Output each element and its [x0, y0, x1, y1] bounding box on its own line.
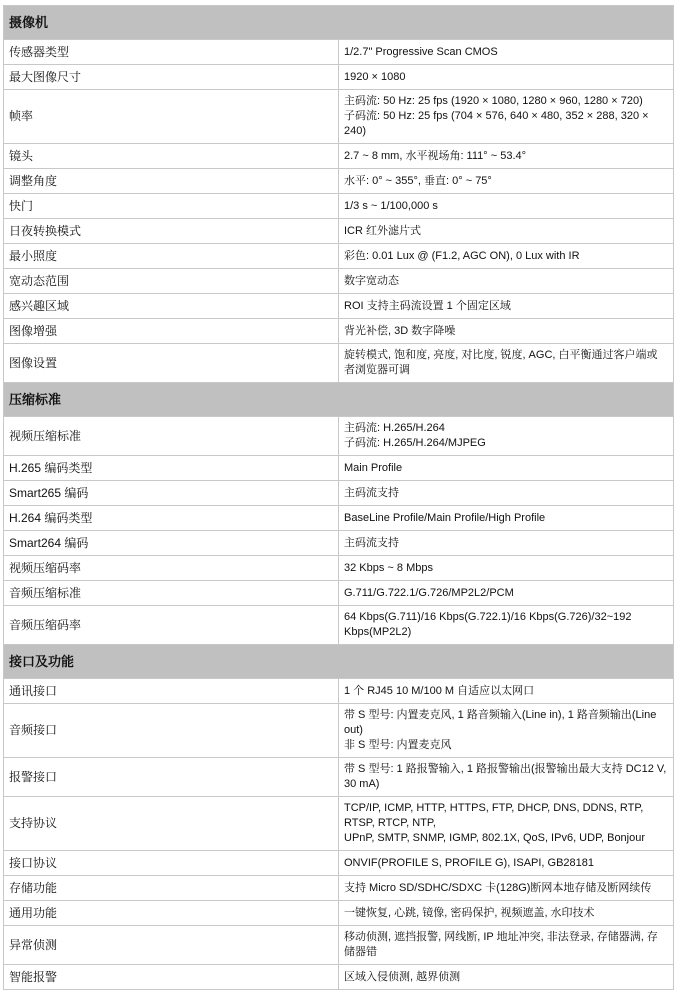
spec-value [339, 417, 674, 456]
section-title: 压缩标准 [4, 383, 674, 417]
spec-row [4, 219, 674, 244]
spec-label: 异常侦测 [4, 926, 339, 965]
spec-label: H.264 编码类型 [4, 506, 339, 531]
spec-table [3, 5, 674, 990]
spec-value [339, 901, 674, 926]
spec-label: 存储功能 [4, 876, 339, 901]
spec-value-line: 2.7 ~ 8 mm, 水平视场角: 111° ~ 53.4° [344, 149, 527, 162]
spec-value-line: 1 个 RJ45 10 M/100 M 自适应以太网口 [344, 684, 535, 697]
spec-row [4, 506, 674, 531]
spec-row [4, 851, 674, 876]
spec-value-line: 1/2.7" Progressive Scan CMOS [344, 45, 498, 58]
spec-label: 报警接口 [4, 758, 339, 797]
spec-value [339, 344, 674, 383]
spec-value [339, 40, 674, 65]
spec-value [339, 679, 674, 704]
spec-label: 最小照度 [4, 244, 339, 269]
spec-value [339, 758, 674, 797]
spec-value-line: 数字宽动态 [344, 274, 399, 287]
spec-row [4, 797, 674, 851]
spec-label: 接口协议 [4, 851, 339, 876]
spec-label: 音频接口 [4, 704, 339, 758]
spec-value [339, 556, 674, 581]
spec-value-line: 主码流: 50 Hz: 25 fps (1920 × 1080, 1280 × 960, 1280 × 720) [344, 95, 643, 107]
spec-value [339, 144, 674, 169]
spec-value-line: 主码流支持 [344, 486, 399, 499]
spec-value [339, 606, 674, 645]
spec-value-line: 带 S 型号: 内置麦克风, 1 路音频输入(Line in), 1 路音频输出(Line out) [344, 709, 657, 736]
spec-value-line: 1/3 s ~ 1/100,000 s [344, 199, 438, 212]
spec-row [4, 65, 674, 90]
spec-value-line: ICR 红外滤片式 [344, 224, 421, 237]
spec-value-line: Main Profile [344, 461, 403, 474]
spec-value [339, 926, 674, 965]
spec-row [4, 144, 674, 169]
spec-row [4, 556, 674, 581]
spec-label: H.265 编码类型 [4, 456, 339, 481]
spec-label: 帧率 [4, 90, 339, 144]
spec-value-line: 64 Kbps(G.711)/16 Kbps(G.722.1)/16 Kbps(G.726)/32~192 Kbps(MP2L2) [344, 611, 632, 638]
spec-label: 视频压缩标准 [4, 417, 339, 456]
spec-label: 调整角度 [4, 169, 339, 194]
spec-value-line: UPnP, SMTP, SNMP, IGMP, 802.1X, QoS, IPv6, UDP, Bonjour [344, 832, 646, 844]
spec-label: 最大图像尺寸 [4, 65, 339, 90]
spec-value-line: 背光补偿, 3D 数字降噪 [344, 324, 456, 337]
spec-value-line: BaseLine Profile/Main Profile/High Profile [344, 511, 546, 524]
spec-value-line: 非 S 型号: 内置麦克风 [344, 739, 452, 751]
spec-row [4, 40, 674, 65]
spec-label: 传感器类型 [4, 40, 339, 65]
spec-value-line: ONVIF(PROFILE S, PROFILE G), ISAPI, GB28181 [344, 856, 595, 869]
spec-label: 镜头 [4, 144, 339, 169]
spec-row [4, 926, 674, 965]
spec-label: 宽动态范围 [4, 269, 339, 294]
spec-label: 感兴趣区域 [4, 294, 339, 319]
spec-label: 通讯接口 [4, 679, 339, 704]
spec-value [339, 319, 674, 344]
spec-row [4, 581, 674, 606]
spec-row [4, 244, 674, 269]
spec-row [4, 965, 674, 990]
spec-row [4, 90, 674, 144]
spec-label: 日夜转换模式 [4, 219, 339, 244]
spec-label: Smart265 编码 [4, 481, 339, 506]
spec-value-line: 区域入侵侦测, 越界侦测 [344, 970, 461, 983]
spec-value [339, 531, 674, 556]
spec-value [339, 581, 674, 606]
spec-row [4, 606, 674, 645]
spec-row [4, 319, 674, 344]
spec-value-line: 支持 Micro SD/SDHC/SDXC 卡(128G)断网本地存储及断网续传 [344, 881, 652, 894]
spec-value-line: 1920 × 1080 [344, 70, 406, 83]
spec-value-line: 子码流: H.265/H.264/MJPEG [344, 437, 486, 449]
spec-value-line: 旋转模式, 饱和度, 亮度, 对比度, 锐度, AGC, 白平衡通过客户端或者浏览器可调 [344, 349, 658, 376]
spec-value [339, 269, 674, 294]
spec-label: Smart264 编码 [4, 531, 339, 556]
spec-value [339, 194, 674, 219]
spec-value-line: 水平: 0° ~ 355°, 垂直: 0° ~ 75° [344, 174, 492, 187]
section-header [4, 383, 674, 417]
spec-label: 音频压缩码率 [4, 606, 339, 645]
spec-row [4, 758, 674, 797]
spec-table-body [4, 6, 674, 990]
section-title: 摄像机 [4, 6, 674, 40]
spec-value-line: ROI 支持主码流设置 1 个固定区域 [344, 299, 511, 312]
spec-value [339, 294, 674, 319]
spec-row [4, 481, 674, 506]
spec-value-line: 主码流支持 [344, 536, 399, 549]
spec-label: 支持协议 [4, 797, 339, 851]
spec-value [339, 65, 674, 90]
spec-value-line: 主码流: H.265/H.264 [344, 422, 445, 434]
spec-row [4, 531, 674, 556]
spec-row [4, 456, 674, 481]
spec-value [339, 456, 674, 481]
spec-label: 通用功能 [4, 901, 339, 926]
spec-value [339, 797, 674, 851]
spec-row [4, 679, 674, 704]
spec-value [339, 219, 674, 244]
spec-label: 图像设置 [4, 344, 339, 383]
spec-row [4, 344, 674, 383]
spec-value [339, 481, 674, 506]
spec-label: 音频压缩标准 [4, 581, 339, 606]
spec-value-line: 带 S 型号: 1 路报警输入, 1 路报警输出(报警输出最大支持 DC12 V, 30 mA) [344, 763, 667, 790]
spec-row [4, 704, 674, 758]
spec-row [4, 194, 674, 219]
spec-value-line: 彩色: 0.01 Lux @ (F1.2, AGC ON), 0 Lux with IR [344, 249, 580, 262]
spec-label: 视频压缩码率 [4, 556, 339, 581]
spec-value-line: 32 Kbps ~ 8 Mbps [344, 561, 433, 574]
spec-row [4, 901, 674, 926]
spec-value [339, 965, 674, 990]
spec-value [339, 90, 674, 144]
spec-label: 图像增强 [4, 319, 339, 344]
spec-row [4, 169, 674, 194]
spec-value-line: 一键恢复, 心跳, 镜像, 密码保护, 视频遮盖, 水印技术 [344, 906, 595, 919]
spec-value [339, 506, 674, 531]
spec-value [339, 169, 674, 194]
spec-label: 快门 [4, 194, 339, 219]
spec-row [4, 294, 674, 319]
spec-row [4, 269, 674, 294]
spec-row [4, 417, 674, 456]
spec-value-line: G.711/G.722.1/G.726/MP2L2/PCM [344, 586, 514, 599]
spec-value [339, 704, 674, 758]
spec-value [339, 244, 674, 269]
spec-label: 智能报警 [4, 965, 339, 990]
spec-value-line: 子码流: 50 Hz: 25 fps (704 × 576, 640 × 480, 352 × 288, 320 × 240) [344, 110, 649, 137]
section-title: 接口及功能 [4, 645, 674, 679]
spec-value-line: TCP/IP, ICMP, HTTP, HTTPS, FTP, DHCP, DNS, DDNS, RTP, RTSP, RTCP, NTP, [344, 802, 644, 829]
section-header [4, 6, 674, 40]
spec-value-line: 移动侦测, 遮挡报警, 网线断, IP 地址冲突, 非法登录, 存储器满, 存储器错 [344, 931, 658, 958]
section-header [4, 645, 674, 679]
spec-value [339, 851, 674, 876]
